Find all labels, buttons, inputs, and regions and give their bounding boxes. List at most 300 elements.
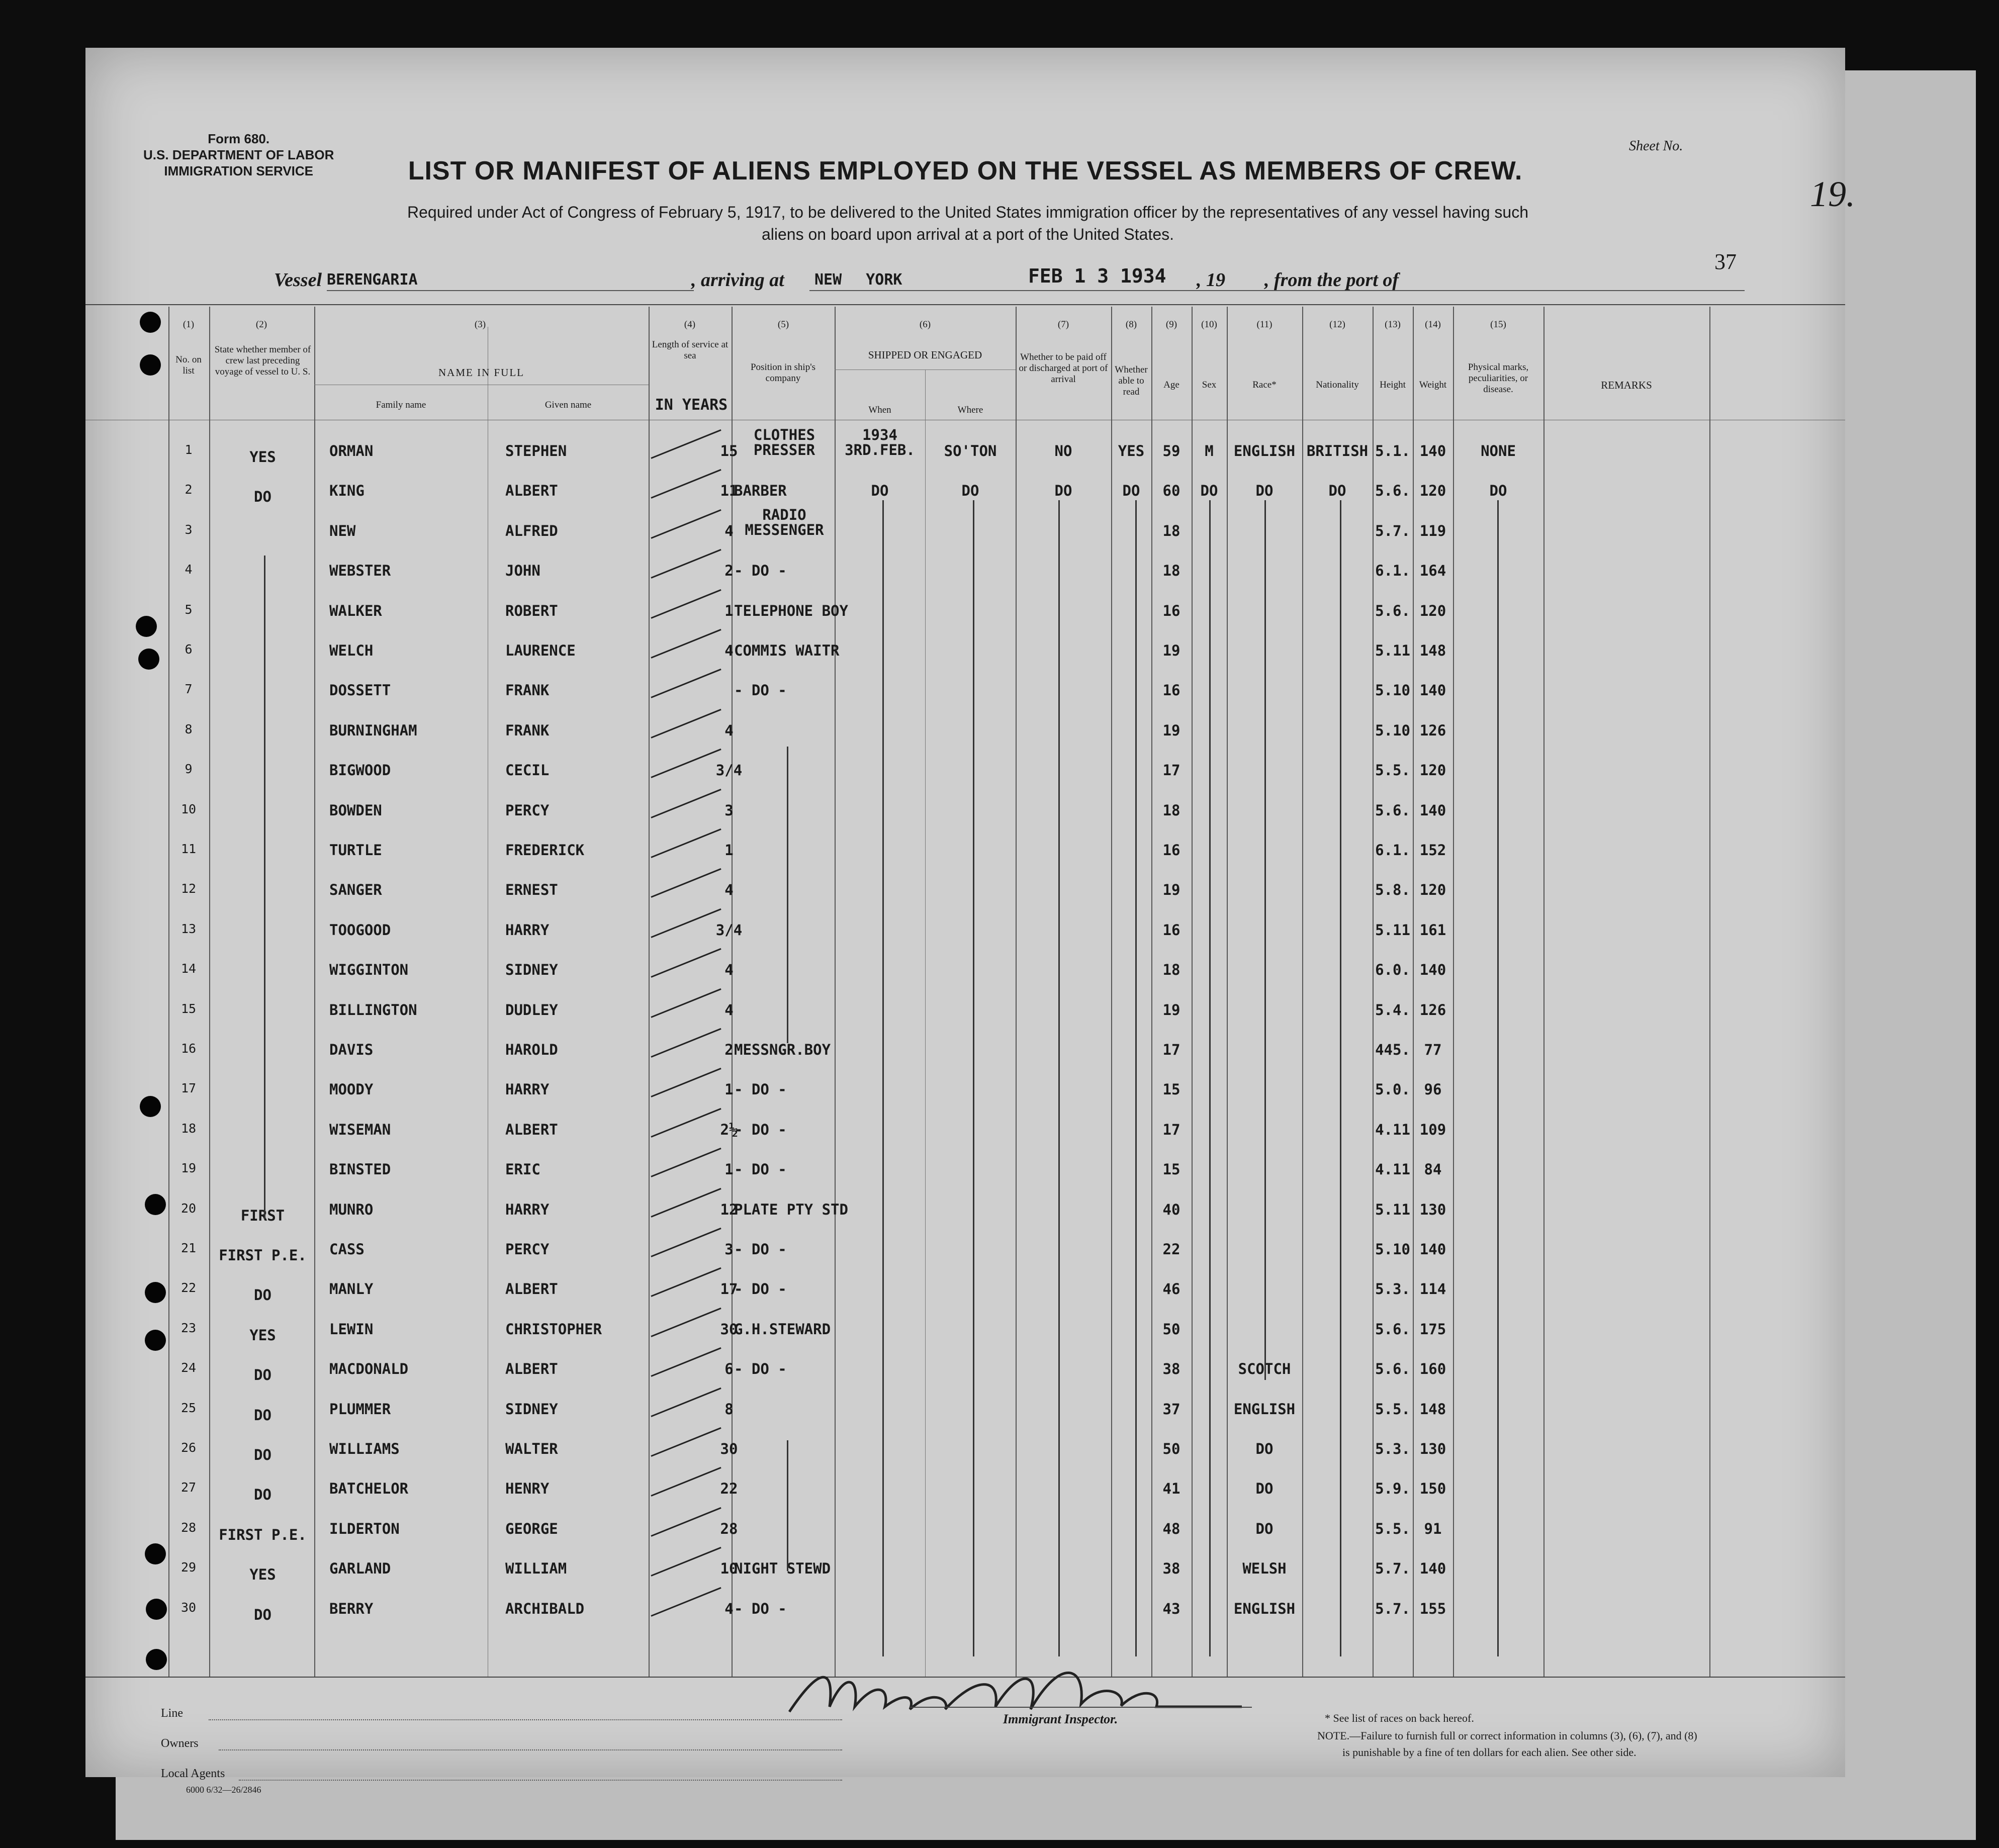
able-to-read: DO [1122,482,1140,500]
given-name: CHRISTOPHER [505,1320,602,1338]
ship-position: - DO - [734,1161,787,1178]
age: 16 [1162,842,1180,859]
years-at-sea: 12 [720,1200,738,1218]
given-name: PERCY [505,801,550,819]
weight: 140 [1419,682,1446,699]
subtitle-line-1: Required under Act of Congress of February 5, 1917, to be delivered to the United States immigration officer by the representatives of any vessel having such [407,203,1528,221]
col-rule [1302,307,1303,1677]
nationality: DO [1328,482,1346,500]
weight: 140 [1419,961,1446,979]
row-number: 6 [185,642,193,657]
check-tick [651,908,721,938]
row-number: 20 [180,1200,197,1216]
column-number: (15) [1490,319,1506,330]
race: DO [1255,1520,1274,1537]
height: 5.5. [1375,1520,1410,1537]
height: 5.4. [1375,1001,1410,1019]
given-name: WALTER [505,1440,558,1457]
age: 41 [1162,1480,1180,1498]
age: 59 [1162,442,1180,459]
years-at-sea: 1 [724,1081,734,1098]
row-number: 25 [180,1400,197,1415]
header-able-read: Whether able to read [1115,364,1148,397]
check-tick [651,429,721,459]
department: U.S. DEPARTMENT OF LABOR [143,147,334,162]
sex: M [1205,442,1214,459]
years-at-sea: 2½ [720,1121,738,1138]
check-tick [651,789,721,818]
sheet-number: 37 [1714,249,1737,274]
age: 22 [1162,1241,1180,1258]
years-at-sea: 17 [720,1280,738,1298]
family-name: BILLINGTON [329,1001,417,1019]
years-at-sea: 4 [724,721,734,739]
ditto-mark-line [1264,500,1266,1380]
ship-position: - DO - [734,682,787,699]
check-tick [651,1587,721,1617]
row-number: 29 [180,1560,197,1575]
given-name: FRANK [505,682,550,699]
check-tick [651,1507,721,1537]
punch-hole [140,354,161,376]
crew-last-voyage: YES [249,1566,276,1584]
header-shipped-engaged: SHIPPED OR ENGAGED [868,349,982,361]
height: 5.3. [1375,1440,1410,1457]
years-at-sea: 3 [724,1241,734,1258]
row-number: 21 [180,1241,197,1255]
years-at-sea: 1 [724,842,734,859]
crew-last-voyage: DO [254,1486,271,1504]
given-name: STEPHEN [505,442,567,459]
family-name: MANLY [329,1280,374,1298]
row-number: 5 [185,602,193,617]
years-at-sea: 3/4 [715,762,743,779]
form-number: Form 680. [208,131,270,146]
check-tick [651,1068,721,1097]
col-rule [209,307,210,1677]
row-number: 23 [180,1320,197,1335]
ship-position: - DO - [734,1600,787,1617]
age: 37 [1162,1400,1180,1418]
shipped-when: DO [871,482,889,500]
header-where: Where [957,405,983,415]
column-number: (3) [474,319,486,330]
age: 16 [1162,602,1180,619]
check-tick [651,1188,721,1218]
family-name: TOOGOOD [329,921,391,939]
header-weight: Weight [1419,380,1447,390]
years-at-sea: 4 [724,1600,734,1617]
age: 50 [1162,1440,1180,1457]
page-number: 19. [1810,174,1855,214]
check-tick [651,1388,721,1417]
physical-marks: NONE [1481,442,1516,459]
years-at-sea: 4 [724,642,734,659]
family-name: WISEMAN [329,1121,391,1138]
crew-last-voyage: DO [254,1286,271,1304]
weight: 119 [1419,522,1446,539]
ditto-mark-line [1135,500,1137,1656]
check-tick [651,589,721,619]
given-name: FREDERICK [505,842,585,859]
years-at-sea: 28 [720,1520,738,1537]
given-name: JOHN [505,562,540,580]
years-at-sea: 1 [724,602,734,619]
fine-note-2: is punishable by a fine of ten dollars for each alien. See other side. [1342,1746,1637,1759]
col-rule [1709,307,1710,1677]
weight: 130 [1419,1440,1446,1457]
weight: 148 [1419,1400,1446,1418]
weight: 120 [1419,602,1446,619]
age: 16 [1162,682,1180,699]
weight: 96 [1424,1081,1442,1098]
row-number: 16 [180,1041,197,1056]
header-when: When [868,405,891,415]
row-number: 26 [180,1440,197,1455]
inspector-line [910,1707,1252,1708]
col-rule [649,307,650,1677]
weight: 148 [1419,642,1446,659]
height: 4.11 [1375,1161,1410,1178]
punch-hole [146,1649,167,1670]
years-at-sea: 15 [720,442,738,459]
weight: 150 [1419,1480,1446,1498]
punch-hole [136,616,157,637]
check-tick [651,868,721,898]
years-at-sea: 4 [724,1001,734,1019]
height: 5.9. [1375,1480,1410,1498]
column-number: (12) [1329,319,1345,330]
given-name: GEORGE [505,1520,558,1537]
years-at-sea: 2 [724,562,734,580]
height: 5.5. [1375,762,1410,779]
height: 5.10 [1375,1241,1410,1258]
header-remarks: REMARKS [1601,379,1652,391]
given-name: HARRY [505,921,550,939]
age: 15 [1162,1081,1180,1098]
given-name: ROBERT [505,602,558,619]
height: 5.6. [1375,801,1410,819]
col-rule [1192,307,1193,1677]
fine-note-1: NOTE.—Failure to furnish full or correct information in columns (3), (6), (7), and (8) [1317,1729,1697,1742]
col-rule [1016,307,1017,1677]
col-rule [925,369,926,1677]
nationality: BRITISH [1306,442,1369,459]
check-tick [651,669,721,698]
crew-last-voyage: DO [254,1446,271,1463]
ditto-mark-line [1340,500,1341,1656]
given-name: ERNEST [505,881,558,899]
column-number: (13) [1385,319,1401,330]
line-field [209,1719,842,1720]
check-tick [651,988,721,1018]
race: ENGLISH [1233,1600,1296,1617]
years-at-sea: 30 [720,1440,738,1457]
physical-marks: DO [1489,482,1507,500]
check-tick [651,1267,721,1297]
from-port-label: , from the port of [1264,269,1399,291]
crew-last-voyage: FIRST P.E. [219,1526,307,1543]
ditto-mark-line [1497,500,1499,1656]
check-tick [651,1347,721,1377]
column-number: (5) [777,319,789,330]
family-name: WIGGINTON [329,961,409,979]
column-number: (8) [1125,319,1137,330]
col-rule [1111,307,1112,1677]
line-label: Line [161,1707,183,1720]
crew-last-voyage: FIRST [240,1207,285,1224]
check-tick [651,948,721,978]
crew-last-voyage: YES [249,448,276,466]
family-name: SANGER [329,881,382,899]
family-name: WELCH [329,642,374,659]
given-name: HARRY [505,1200,550,1218]
local-agents-label: Local Agents [161,1767,225,1780]
ship-position: G.H.STEWARD [734,1320,831,1338]
row-number: 15 [180,1001,197,1016]
height: 5.7. [1375,1600,1410,1617]
check-tick [651,1148,721,1177]
height: 5.6. [1375,1360,1410,1378]
family-name: DOSSETT [329,682,391,699]
height: 5.7. [1375,522,1410,539]
height: 5.11 [1375,1200,1410,1218]
column-number: (6) [919,319,931,330]
weight: 175 [1419,1320,1446,1338]
shipped-when: 1934 3RD.FEB. [845,426,915,458]
paid-off-at-arrival: DO [1054,482,1072,500]
col-rule [168,307,169,1677]
check-tick [651,749,721,778]
height: 5.5. [1375,1400,1410,1418]
weight: 155 [1419,1600,1446,1617]
punch-hole [140,312,161,333]
weight: 140 [1419,801,1446,819]
age: 18 [1162,961,1180,979]
header-split-rule [835,369,1016,370]
height: 5.3. [1375,1280,1410,1298]
given-name: HARRY [505,1081,550,1098]
given-name: SIDNEY [505,1400,558,1418]
sex: DO [1200,482,1218,500]
table-top-rule [85,304,1845,305]
given-name: HENRY [505,1480,550,1498]
shipped-where: SO'TON [944,442,997,459]
family-name: BURNINGHAM [329,721,417,739]
header-position: Position in ship's company [750,362,816,384]
row-number: 14 [180,961,197,976]
weight: 160 [1419,1360,1446,1378]
weight: 109 [1419,1121,1446,1138]
col-rule [314,307,315,1677]
weight: 126 [1419,721,1446,739]
punch-hole [146,1599,167,1620]
year-label: , 19 [1197,269,1225,291]
age: 50 [1162,1320,1180,1338]
weight: 140 [1419,442,1446,459]
header-name-in-full: NAME IN FULL [438,366,524,379]
row-number: 9 [185,762,193,777]
family-name: BINSTED [329,1161,391,1178]
col-rule [1453,307,1454,1677]
weight: 120 [1419,881,1446,899]
ship-position: RADIO MESSENGER [745,506,824,538]
years-at-sea: 3 [724,801,734,819]
height: 4.11 [1375,1121,1410,1138]
row-number: 4 [185,562,193,577]
row-number: 27 [180,1480,197,1495]
given-name: CECIL [505,762,550,779]
height: 5.7. [1375,1560,1410,1578]
column-number: (1) [183,319,195,330]
row-number: 11 [180,842,197,856]
punch-hole [138,649,159,670]
row-number: 22 [180,1280,197,1296]
row-number: 2 [185,482,193,497]
ship-position: COMMIS WAITR [734,642,840,659]
age: 18 [1162,562,1180,580]
col-rule [1151,307,1152,1677]
age: 48 [1162,1520,1180,1537]
ship-position: CLOTHES PRESSER [753,426,815,458]
column-number: (2) [255,319,267,330]
given-name: ALBERT [505,482,558,500]
race: WELSH [1242,1560,1287,1578]
ditto-mark-line [882,500,884,1656]
height: 5.8. [1375,881,1410,899]
ship-position: MESSNGR.BOY [734,1041,831,1058]
years-at-sea: 4 [724,522,734,539]
header-given-name: Given name [544,400,592,410]
crew-last-voyage: FIRST P.E. [219,1247,307,1264]
given-name: FRANK [505,721,550,739]
weight: 77 [1424,1041,1442,1058]
given-name: ALBERT [505,1121,558,1138]
age: 40 [1162,1200,1180,1218]
ship-position: - DO - [734,1121,787,1138]
family-name: WILLIAMS [329,1440,400,1457]
family-name: KING [329,482,365,500]
family-name: GARLAND [329,1560,391,1578]
family-name: BIGWOOD [329,762,391,779]
check-tick [651,549,721,579]
check-tick [651,1108,721,1138]
header-physical: Physical marks, peculiarities, or disease. [1468,362,1529,395]
shipped-where: DO [961,482,979,500]
family-name: LEWIN [329,1320,374,1338]
ditto-mark-line [264,556,265,1219]
weight: 140 [1419,1241,1446,1258]
family-name: MUNRO [329,1200,374,1218]
punch-hole [140,1096,161,1117]
family-name: TURTLE [329,842,382,859]
punch-hole [145,1330,166,1351]
header-sex: Sex [1202,380,1217,390]
given-name: LAURENCE [505,642,576,659]
years-at-sea: 2 [724,1041,734,1058]
check-tick [651,629,721,659]
age: 17 [1162,762,1180,779]
row-number: 13 [180,921,197,936]
check-tick [651,1547,721,1577]
years-at-sea: 22 [720,1480,738,1498]
check-tick [651,1427,721,1457]
arrival-date-stamp: FEB 1 3 1934 [1028,265,1166,287]
column-number: (7) [1057,319,1069,330]
ship-position: PLATE PTY STD [734,1200,848,1218]
race: DO [1255,1440,1274,1457]
check-tick [651,1467,721,1497]
header-paid-off: Whether to be paid off or discharged at port of arrival [1019,352,1108,385]
ditto-mark-line [787,747,788,1043]
col-rule [1227,307,1228,1677]
ship-position: - DO - [734,1360,787,1378]
header-length-service: Length of service at sea [652,339,729,361]
vessel-label: Vessel [274,269,322,291]
ditto-mark-line [1209,500,1211,1656]
age: 16 [1162,921,1180,939]
given-name: ALFRED [505,522,558,539]
height: 5.11 [1375,921,1410,939]
race-footnote: * See list of races on back hereof. [1325,1712,1474,1724]
family-name: MACDONALD [329,1360,409,1378]
header-race: Race* [1252,380,1277,390]
years-at-sea: 4 [724,961,734,979]
race: DO [1255,1480,1274,1498]
header-family-name: Family name [376,400,426,410]
height: 5.6. [1375,602,1410,619]
weight: 84 [1424,1161,1442,1178]
agents-field [239,1780,842,1781]
crew-last-voyage: YES [249,1326,276,1344]
age: 18 [1162,522,1180,539]
arrival-port: NEW YORK [814,271,902,289]
weight: 152 [1419,842,1446,859]
row-number: 8 [185,721,193,736]
height: 5.6. [1375,1320,1410,1338]
ship-position: TELEPHONE BOY [734,602,848,619]
able-to-read: YES [1118,442,1145,459]
print-code: 6000 6/32—26/2846 [186,1785,261,1795]
header-no-on-list: No. on list [175,354,202,376]
height: 5.1. [1375,442,1410,459]
weight: 140 [1419,1560,1446,1578]
inspector-label: Immigrant Inspector. [1003,1712,1118,1726]
weight: 120 [1419,762,1446,779]
family-name: ORMAN [329,442,374,459]
years-at-sea: 3/4 [715,921,743,939]
column-number: (10) [1201,319,1217,330]
row-number: 28 [180,1520,197,1535]
family-name: PLUMMER [329,1400,391,1418]
row-number: 7 [185,682,193,697]
family-name: BERRY [329,1600,374,1617]
punch-hole [145,1543,166,1564]
punch-hole [145,1282,166,1303]
height: 5.10 [1375,682,1410,699]
age: 17 [1162,1121,1180,1138]
family-name: NEW [329,522,356,539]
ship-position: - DO - [734,1241,787,1258]
race: ENGLISH [1233,1400,1296,1418]
owners-label: Owners [161,1737,199,1750]
ship-position: - DO - [734,1280,787,1298]
ship-position: - DO - [734,1081,787,1098]
row-number: 30 [180,1600,197,1615]
header-height: Height [1380,380,1406,390]
weight: 126 [1419,1001,1446,1019]
race: DO [1255,482,1274,500]
